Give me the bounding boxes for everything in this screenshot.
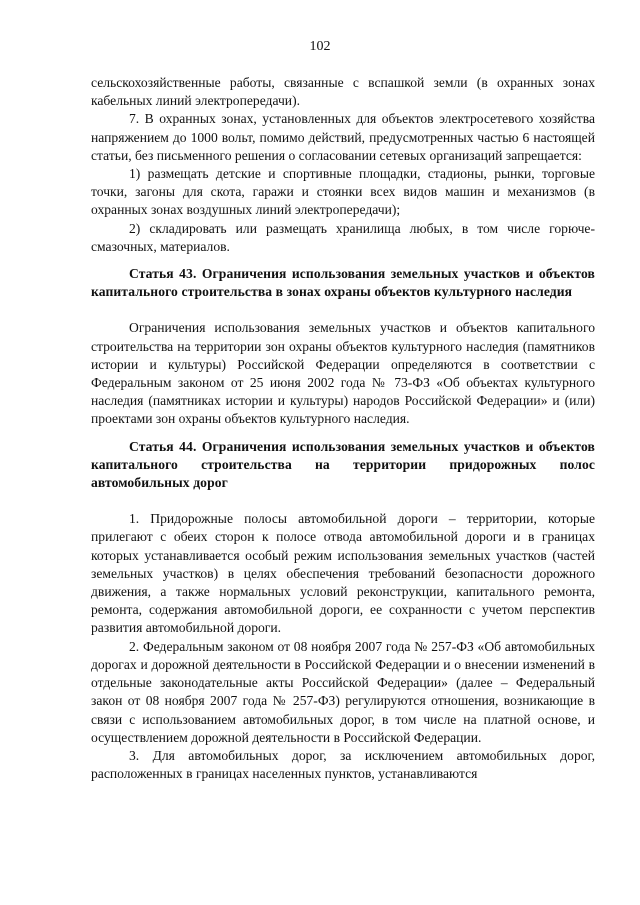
spacer	[91, 256, 595, 265]
article-43-paragraph: Ограничения использования земельных участков и объектов капитального строительства на территории зон охраны объектов культурного наследия (памятников истории и культуры) Российской Федерации определяются в соответствии с Федеральным законом от 25 июня 2002 года № 73-ФЗ «Об объектах культурного наследия (памятниках истории и культуры) народов Российской Федерации» и (или) проектами зон охраны объектов культурного наследия.	[91, 320, 595, 427]
document-body	[91, 74, 595, 783]
spacer	[91, 492, 595, 510]
paragraph-subitem-2: 2) складировать или размещать хранилища любых, в том числе горюче-смазочных, материалов.	[91, 220, 595, 254]
article-44-paragraph-1: 1. Придорожные полосы автомобильной дороги – территории, которые прилегают с обеих сторон к полосе отвода автомобильной дороги и в границах которых устанавливается особый режим использования земельных участков (частей земельных участков) в целях обеспечения требований безопасности дорожного движения, а также нормальных условий реконструкции, капитального ремонта, ремонта, содержания автомобильной дороги, ее сохранности с учетом перспектив развития автомобильной дороги.	[91, 511, 595, 636]
article-44-heading: Статья 44. Ограничения использования земельных участков и объектов капитального строительства на территории придорожных полос автомобильных дорог	[91, 438, 595, 491]
article-44-paragraph-3: 3. Для автомобильных дорог, за исключением автомобильных дорог, расположенных в границах населенных пунктов, устанавливаются	[91, 747, 595, 782]
article-44-paragraph-2: 2. Федеральным законом от 08 ноября 2007 года № 257-ФЗ «Об автомобильных дорогах и дорожной деятельности в Российской Федерации и о внесении изменений в отдельные законодательные акты Российской Федерации» (далее – Федеральный закон от 08 ноября 2007 года № 257-ФЗ) регулируются отношения, возникающие в связи с использованием автомобильных дорог, в том числе на платной основе, и осуществлением дорожной деятельности в Российской Федерации.	[91, 638, 595, 745]
paragraph-item-7: 7. В охранных зонах, установленных для объектов электросетевого хозяйства напряжением до 1000 вольт, помимо действий, предусмотренных частью 6 настоящей статьи, без письменного решения о согласовании сетевых организаций запрещается:	[91, 111, 595, 163]
spacer	[91, 429, 595, 438]
paragraph-subitem-1: 1) размещать детские и спортивные площадки, стадионы, рынки, торговые точки, загоны для скота, гаражи и стоянки всех видов машин и механизмов (в охранных зонах воздушных линий электропередачи);	[91, 166, 595, 218]
paragraph-continuation: сельскохозяйственные работы, связанные с вспашкой земли (в охранных зонах кабельных линий электропередачи).	[91, 75, 595, 109]
spacer	[91, 301, 595, 319]
article-43-heading: Статья 43. Ограничения использования земельных участков и объектов капитального строительства в зонах охраны объектов культурного наследия	[91, 266, 595, 300]
page-number: 102	[309, 39, 331, 54]
